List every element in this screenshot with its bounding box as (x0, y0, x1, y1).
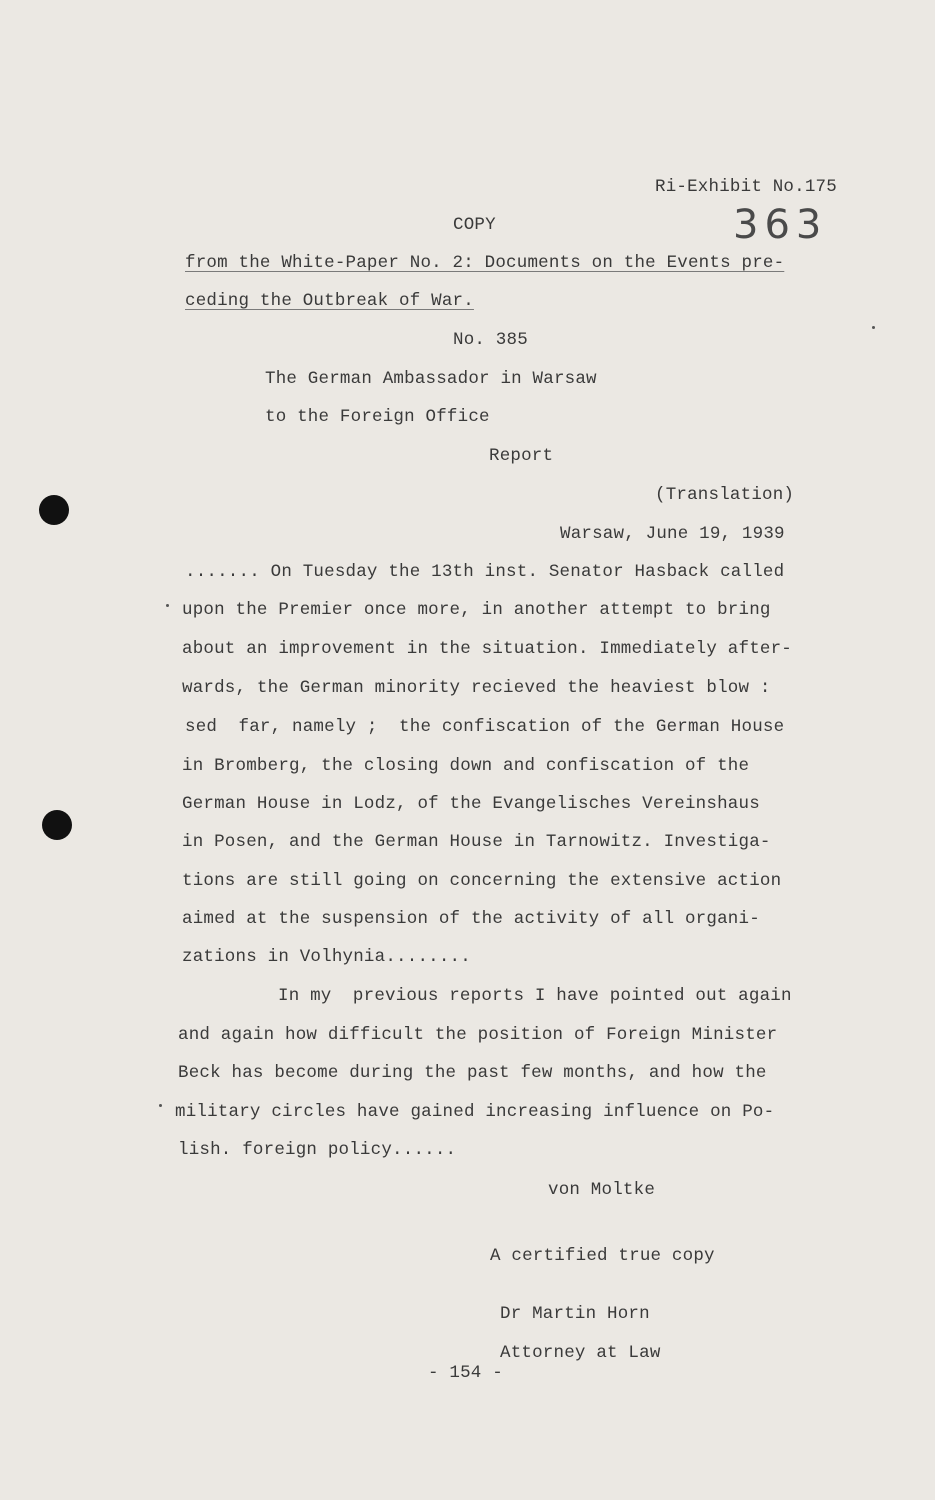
source-line-1: from the White-Paper No. 2: Documents on the Events pre- (185, 253, 785, 273)
punch-hole-bottom (42, 810, 72, 840)
speck-mark (159, 1104, 162, 1107)
copy-label: COPY (453, 215, 496, 235)
certifier-name: Dr Martin Horn (500, 1304, 650, 1324)
body-line: about an improvement in the situation. Immediately after- (182, 639, 792, 659)
body-line: military circles have gained increasing influence on Po- (175, 1102, 775, 1122)
body-line: aimed at the suspension of the activity of all organi- (182, 909, 760, 929)
exhibit-label: Ri-Exhibit No.175 (655, 177, 837, 197)
source-line-2: ceding the Outbreak of War. (185, 291, 474, 311)
body-line: wards, the German minority recieved the heaviest blow : (182, 678, 771, 698)
body-line: In my previous reports I have pointed out again (278, 986, 792, 1006)
speck-mark (166, 604, 169, 607)
place-date: Warsaw, June 19, 1939 (560, 524, 785, 544)
body-line: in Posen, and the German House in Tarnowitz. Investiga- (182, 832, 771, 852)
stamp-number: 363 (733, 202, 828, 248)
document-type: Report (489, 446, 554, 466)
body-line: German House in Lodz, of the Evangelisches Vereinshaus (182, 794, 760, 814)
body-line: and again how difficult the position of Foreign Minister (178, 1025, 778, 1045)
body-line: sed far, namely ; the confiscation of the German House (185, 717, 785, 737)
body-line: ....... On Tuesday the 13th inst. Senator Hasback called (185, 562, 785, 582)
certification: A certified true copy (490, 1246, 715, 1266)
body-line: tions are still going on concerning the extensive action (182, 871, 782, 891)
to-line: to the Foreign Office (265, 407, 490, 427)
signature: von Moltke (548, 1180, 656, 1200)
certifier-title: Attorney at Law (500, 1343, 661, 1363)
body-line: in Bromberg, the closing down and confiscation of the (182, 756, 750, 776)
body-line: lish. foreign policy...... (178, 1140, 457, 1160)
body-line: zations in Volhynia........ (182, 947, 471, 967)
document-number: No. 385 (453, 330, 528, 350)
translation-note: (Translation) (655, 485, 795, 505)
body-line: upon the Premier once more, in another attempt to bring (182, 600, 771, 620)
punch-hole-top (39, 495, 69, 525)
speck-mark (872, 326, 875, 329)
page-number: - 154 - (428, 1363, 503, 1383)
body-line: Beck has become during the past few months, and how the (178, 1063, 767, 1083)
from-line: The German Ambassador in Warsaw (265, 369, 597, 389)
